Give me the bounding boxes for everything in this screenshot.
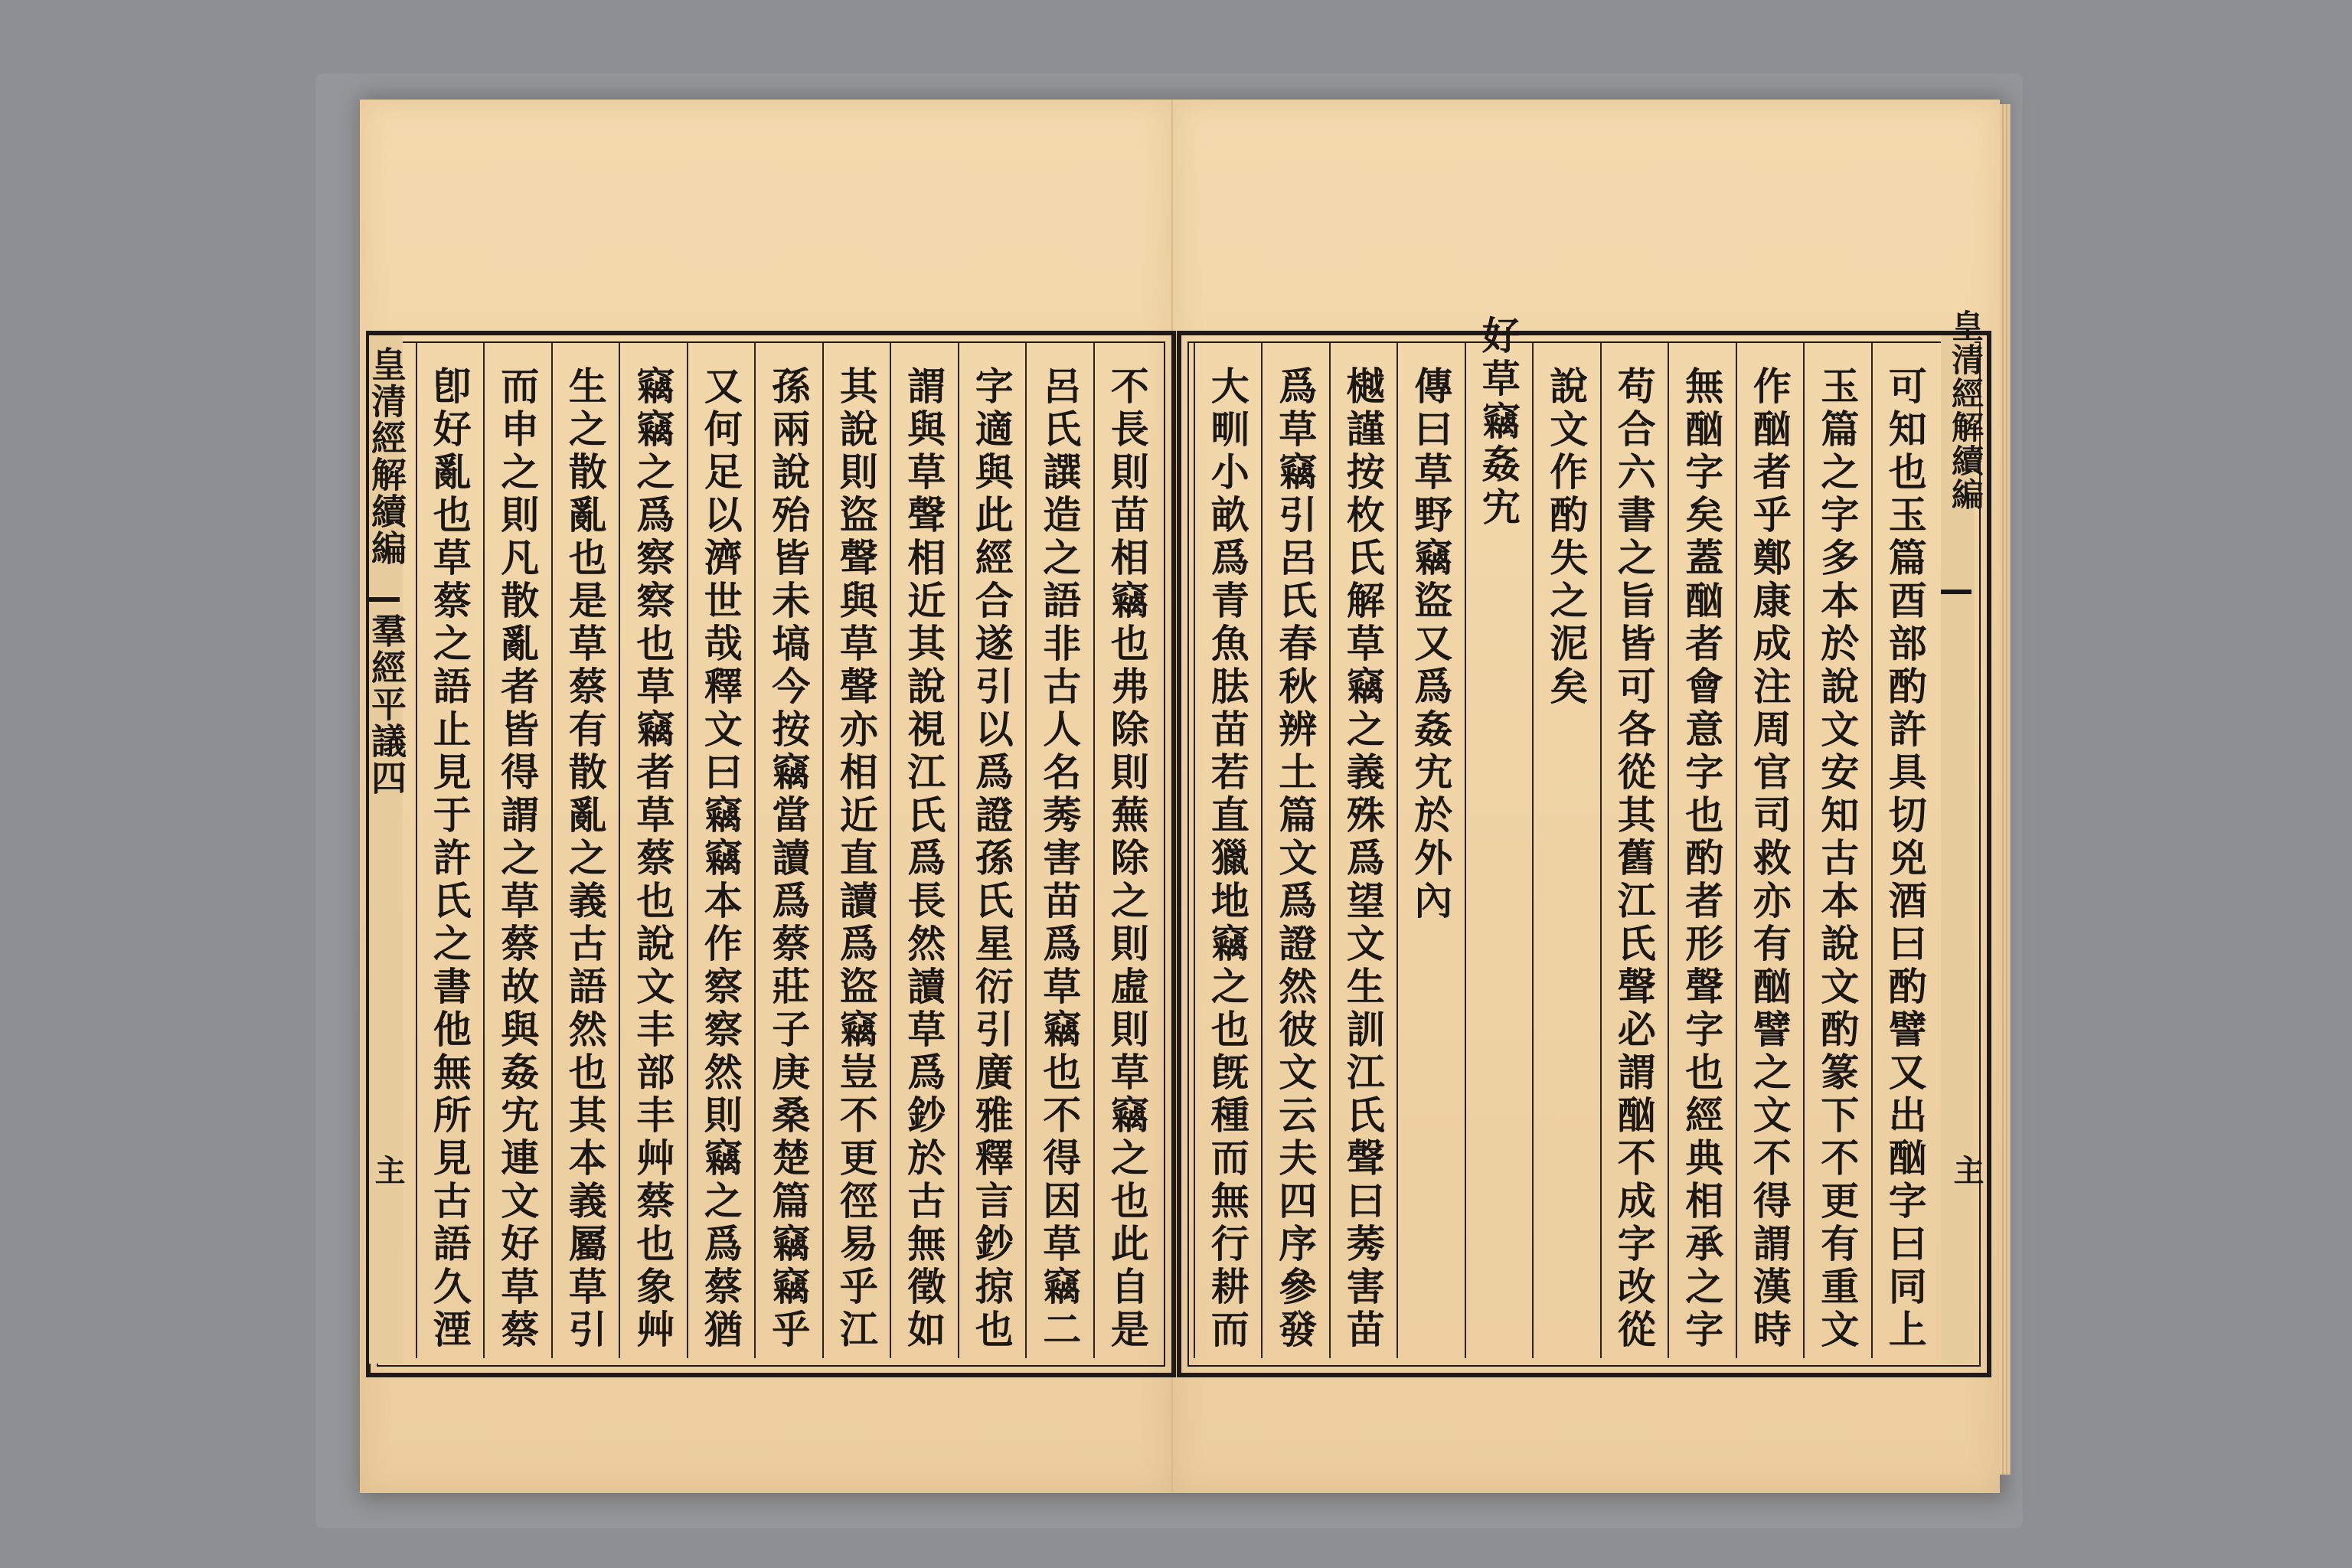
text-column: 不長則苗相竊也弗除則蕪除之則虛則草竊之也此自是 bbox=[1104, 366, 1150, 1352]
column-rule bbox=[1465, 343, 1466, 1358]
column-rule bbox=[619, 343, 620, 1358]
column-rule bbox=[1261, 343, 1263, 1358]
column-rule bbox=[1329, 343, 1331, 1358]
right-fish-tail bbox=[1941, 590, 1971, 594]
column-rule bbox=[890, 343, 891, 1358]
left-folio-number: 主 bbox=[370, 1155, 406, 1185]
column-rule bbox=[551, 343, 553, 1358]
text-column: 其說則盜聲與草聲亦相近直讀爲盜竊豈不更徑易乎江 bbox=[833, 366, 879, 1352]
text-column: 好草竊姦宄 bbox=[1475, 315, 1521, 530]
left-fish-tail bbox=[369, 597, 400, 602]
column-rule bbox=[822, 343, 824, 1358]
right-folio-number: 主 bbox=[1949, 1155, 1984, 1185]
column-rule bbox=[1396, 343, 1398, 1358]
right-gutter-book-title: 皇清經解續編 bbox=[1947, 309, 1984, 511]
text-column: 卽好亂也草蔡之語止見于許氏之書他無所見古語久湮 bbox=[426, 366, 472, 1352]
column-rule bbox=[483, 343, 485, 1358]
column-rule bbox=[1093, 343, 1095, 1358]
text-column: 生之散亂也是草蔡有散亂之義古語然也其本義屬草引 bbox=[562, 366, 608, 1352]
column-rule bbox=[1600, 343, 1602, 1358]
column-rule bbox=[1736, 343, 1737, 1358]
column-rule bbox=[1532, 343, 1534, 1358]
text-column: 字適與此經合遂引以爲證孫氏星衍引廣雅釋言鈔掠也 bbox=[969, 366, 1014, 1352]
text-column: 玉篇之字多本於說文安知古本說文酌篆下不更有重文 bbox=[1815, 366, 1860, 1352]
text-column: 傳曰草野竊盜又爲姦宄於外內 bbox=[1408, 366, 1454, 923]
column-rule bbox=[1668, 343, 1669, 1358]
column-rule bbox=[1871, 343, 1873, 1358]
column-rule bbox=[1025, 343, 1027, 1358]
text-column: 樾謹按枚氏解草竊之義殊爲望文生訓江氏聲曰莠害苗 bbox=[1340, 366, 1386, 1352]
column-rule bbox=[1803, 343, 1805, 1358]
column-rule bbox=[754, 343, 756, 1358]
text-column: 大甽小畝爲青魚胠苗若直獵地竊之也旣種而無行耕而 bbox=[1204, 366, 1250, 1352]
left-gutter-book-title: 皇清經解續編 bbox=[366, 346, 407, 567]
text-column: 竊竊之爲察察也草竊者草蔡也說文丰部丰艸蔡也象艸 bbox=[630, 366, 676, 1352]
column-rule bbox=[1194, 343, 1195, 1358]
text-column: 爲草竊引呂氏春秋辨土篇文爲證然彼文云夫四序參發 bbox=[1272, 366, 1318, 1352]
text-column: 無酗字矣蓋酗者會意字也酌者形聲字也經典相承之字 bbox=[1679, 366, 1725, 1352]
column-rule bbox=[687, 343, 688, 1358]
text-column: 呂氏譔造之語非古人名莠害苗爲草竊也不得因草竊二 bbox=[1037, 366, 1083, 1352]
text-column: 謂與草聲相近其說視江氏爲長然讀草爲鈔於古無徵如 bbox=[901, 366, 947, 1352]
text-column: 孫兩說殆皆未塙今按竊當讀爲蔡莊子庚桑楚篇竊竊乎 bbox=[766, 366, 812, 1352]
text-column: 說文作酌失之泥矣 bbox=[1544, 366, 1589, 709]
text-column: 又何足以濟世哉釋文曰竊竊本作察察然則竊之爲蔡猶 bbox=[697, 366, 743, 1352]
column-rule bbox=[416, 343, 417, 1358]
text-column: 可知也玉篇酉部酌許具切兇酒曰酌譬又出酗字曰同上 bbox=[1882, 366, 1928, 1352]
text-column: 作酗者乎鄭康成注周官司救亦有酗譬之文不得謂漢時 bbox=[1746, 366, 1792, 1352]
text-column: 而申之則凡散亂者皆得謂之草蔡故與姦宄連文好草蔡 bbox=[495, 366, 541, 1352]
column-rule bbox=[958, 343, 959, 1358]
left-gutter-subtitle: 羣經平議四 bbox=[366, 612, 407, 796]
text-column: 苟合六書之旨皆可各從其舊江氏聲必謂酗不成字改從 bbox=[1611, 366, 1657, 1352]
